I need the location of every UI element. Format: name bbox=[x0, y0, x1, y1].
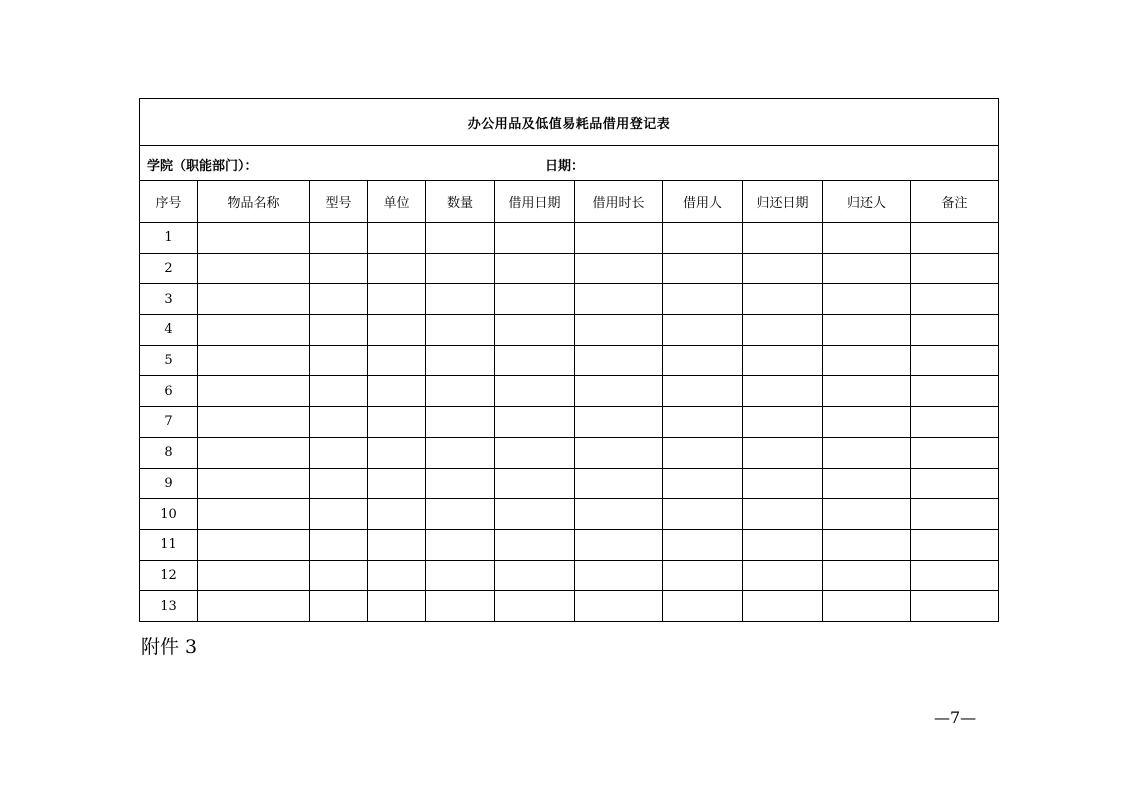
table-cell bbox=[198, 376, 310, 407]
table-cell bbox=[823, 407, 911, 438]
table-cell bbox=[823, 499, 911, 530]
table-cell bbox=[823, 376, 911, 407]
table-cell bbox=[495, 223, 575, 254]
table-cell bbox=[495, 529, 575, 560]
college-label: 学院（职能部门）： bbox=[147, 159, 258, 174]
table-cell bbox=[495, 407, 575, 438]
table-cell bbox=[426, 315, 495, 346]
table-cell bbox=[368, 591, 426, 622]
table-cell bbox=[575, 223, 663, 254]
table-cell bbox=[911, 284, 999, 315]
header-cell: 单位 bbox=[368, 181, 426, 223]
table-cell bbox=[911, 591, 999, 622]
table-cell bbox=[310, 223, 368, 254]
table-cell bbox=[575, 529, 663, 560]
table-cell bbox=[743, 560, 823, 591]
table-cell bbox=[823, 345, 911, 376]
table-cell bbox=[743, 376, 823, 407]
table-cell bbox=[743, 529, 823, 560]
row-number: 13 bbox=[140, 591, 198, 622]
table-cell bbox=[426, 407, 495, 438]
table-cell bbox=[663, 591, 743, 622]
table-cell bbox=[911, 437, 999, 468]
table-cell bbox=[743, 437, 823, 468]
table-cell bbox=[663, 223, 743, 254]
header-cell: 归还日期 bbox=[743, 181, 823, 223]
header-cell: 借用人 bbox=[663, 181, 743, 223]
page-number: —7— bbox=[934, 708, 977, 727]
table-cell bbox=[310, 437, 368, 468]
table-cell bbox=[368, 345, 426, 376]
table-cell bbox=[426, 284, 495, 315]
form-title: 办公用品及低值易耗品借用登记表 bbox=[140, 99, 999, 146]
table-cell bbox=[823, 468, 911, 499]
table-cell bbox=[911, 407, 999, 438]
table-cell bbox=[575, 437, 663, 468]
table-cell bbox=[426, 468, 495, 499]
table-cell bbox=[911, 560, 999, 591]
table-cell bbox=[310, 315, 368, 346]
header-cell: 归还人 bbox=[823, 181, 911, 223]
row-number: 11 bbox=[140, 529, 198, 560]
table-row bbox=[140, 407, 999, 438]
table-cell bbox=[368, 223, 426, 254]
table-row bbox=[140, 591, 999, 622]
table-cell bbox=[495, 591, 575, 622]
table-cell bbox=[426, 529, 495, 560]
table-cell bbox=[911, 468, 999, 499]
header-cell: 借用时长 bbox=[575, 181, 663, 223]
table-cell bbox=[426, 437, 495, 468]
table-cell bbox=[426, 345, 495, 376]
table-cell bbox=[743, 253, 823, 284]
row-number: 5 bbox=[140, 345, 198, 376]
table-cell bbox=[198, 223, 310, 254]
table-cell bbox=[198, 468, 310, 499]
table-cell bbox=[575, 345, 663, 376]
table-cell bbox=[743, 499, 823, 530]
table-cell bbox=[310, 529, 368, 560]
table-cell bbox=[368, 284, 426, 315]
table-cell bbox=[310, 345, 368, 376]
table-cell bbox=[823, 253, 911, 284]
table-cell bbox=[575, 315, 663, 346]
row-number: 4 bbox=[140, 315, 198, 346]
table-cell bbox=[911, 315, 999, 346]
table-cell bbox=[198, 499, 310, 530]
table-cell bbox=[368, 407, 426, 438]
table-cell bbox=[310, 253, 368, 284]
table-cell bbox=[495, 468, 575, 499]
header-cell: 备注 bbox=[911, 181, 999, 223]
form-info-row bbox=[140, 146, 999, 181]
table-cell bbox=[823, 315, 911, 346]
table-cell bbox=[198, 437, 310, 468]
table-row bbox=[140, 376, 999, 407]
row-number: 6 bbox=[140, 376, 198, 407]
table-cell bbox=[575, 591, 663, 622]
table-cell bbox=[368, 560, 426, 591]
header-cell: 序号 bbox=[140, 181, 198, 223]
table-row bbox=[140, 284, 999, 315]
row-number: 2 bbox=[140, 253, 198, 284]
table-cell bbox=[663, 345, 743, 376]
table-cell bbox=[663, 437, 743, 468]
table-cell bbox=[663, 529, 743, 560]
table-cell bbox=[575, 284, 663, 315]
row-number: 9 bbox=[140, 468, 198, 499]
table-cell bbox=[198, 253, 310, 284]
table-cell bbox=[743, 284, 823, 315]
table-cell bbox=[310, 376, 368, 407]
table-cell bbox=[663, 376, 743, 407]
table-cell bbox=[368, 529, 426, 560]
table-cell bbox=[575, 407, 663, 438]
table-cell bbox=[743, 223, 823, 254]
table-cell bbox=[575, 560, 663, 591]
table-cell bbox=[823, 284, 911, 315]
row-number: 7 bbox=[140, 407, 198, 438]
table-cell bbox=[495, 376, 575, 407]
table-cell bbox=[310, 591, 368, 622]
table-cell bbox=[426, 560, 495, 591]
table-cell bbox=[426, 253, 495, 284]
table-cell bbox=[426, 499, 495, 530]
table-cell bbox=[198, 407, 310, 438]
row-number: 10 bbox=[140, 499, 198, 530]
table-cell bbox=[368, 468, 426, 499]
table-cell bbox=[368, 253, 426, 284]
table-cell bbox=[368, 499, 426, 530]
row-number: 12 bbox=[140, 560, 198, 591]
table-cell bbox=[911, 376, 999, 407]
table-cell bbox=[198, 284, 310, 315]
table-cell bbox=[310, 284, 368, 315]
table-cell bbox=[743, 345, 823, 376]
table-cell bbox=[575, 499, 663, 530]
table-cell bbox=[198, 315, 310, 346]
table-cell bbox=[495, 315, 575, 346]
table-cell bbox=[198, 345, 310, 376]
table-cell bbox=[310, 407, 368, 438]
header-cell: 借用日期 bbox=[495, 181, 575, 223]
table-cell bbox=[663, 499, 743, 530]
table-cell bbox=[495, 253, 575, 284]
table-cell bbox=[663, 468, 743, 499]
table-cell bbox=[575, 468, 663, 499]
table-cell bbox=[911, 529, 999, 560]
table-cell bbox=[368, 315, 426, 346]
table-cell bbox=[823, 591, 911, 622]
row-number: 3 bbox=[140, 284, 198, 315]
table-cell bbox=[426, 591, 495, 622]
table-cell bbox=[310, 560, 368, 591]
table-cell bbox=[743, 468, 823, 499]
table-cell bbox=[198, 529, 310, 560]
table-cell bbox=[426, 376, 495, 407]
table-cell bbox=[495, 437, 575, 468]
table-row bbox=[140, 437, 999, 468]
date-label: 日期： bbox=[545, 159, 585, 174]
header-cell: 型号 bbox=[310, 181, 368, 223]
table-cell bbox=[663, 407, 743, 438]
table-row bbox=[140, 315, 999, 346]
row-number: 8 bbox=[140, 437, 198, 468]
attachment-label: 附件 3 bbox=[141, 636, 198, 658]
table-cell bbox=[368, 437, 426, 468]
table-cell bbox=[663, 560, 743, 591]
row-number: 1 bbox=[140, 223, 198, 254]
table-row bbox=[140, 253, 999, 284]
table-row bbox=[140, 345, 999, 376]
table-row bbox=[140, 223, 999, 254]
table-cell bbox=[823, 560, 911, 591]
table-cell bbox=[198, 591, 310, 622]
table-cell bbox=[911, 499, 999, 530]
table-row bbox=[140, 560, 999, 591]
table-cell bbox=[575, 253, 663, 284]
table-cell bbox=[575, 376, 663, 407]
header-cell: 物品名称 bbox=[198, 181, 310, 223]
table-cell bbox=[823, 223, 911, 254]
table-cell bbox=[495, 499, 575, 530]
table-cell bbox=[426, 223, 495, 254]
table-cell bbox=[663, 284, 743, 315]
table-cell bbox=[198, 560, 310, 591]
table-cell bbox=[310, 468, 368, 499]
table-header-row bbox=[140, 181, 999, 223]
table-cell bbox=[911, 253, 999, 284]
table-cell bbox=[743, 591, 823, 622]
table-cell bbox=[495, 560, 575, 591]
table-cell bbox=[310, 499, 368, 530]
table-cell bbox=[911, 223, 999, 254]
table-row bbox=[140, 468, 999, 499]
table-cell bbox=[495, 345, 575, 376]
table-row bbox=[140, 499, 999, 530]
table-cell bbox=[911, 345, 999, 376]
table-cell bbox=[823, 529, 911, 560]
table-cell bbox=[368, 376, 426, 407]
table-cell bbox=[663, 253, 743, 284]
header-cell: 数量 bbox=[426, 181, 495, 223]
table-cell bbox=[495, 284, 575, 315]
table-cell bbox=[663, 315, 743, 346]
table-row bbox=[140, 529, 999, 560]
borrow-register-table bbox=[139, 98, 999, 622]
table-cell bbox=[823, 437, 911, 468]
table-cell bbox=[743, 407, 823, 438]
table-cell bbox=[743, 315, 823, 346]
